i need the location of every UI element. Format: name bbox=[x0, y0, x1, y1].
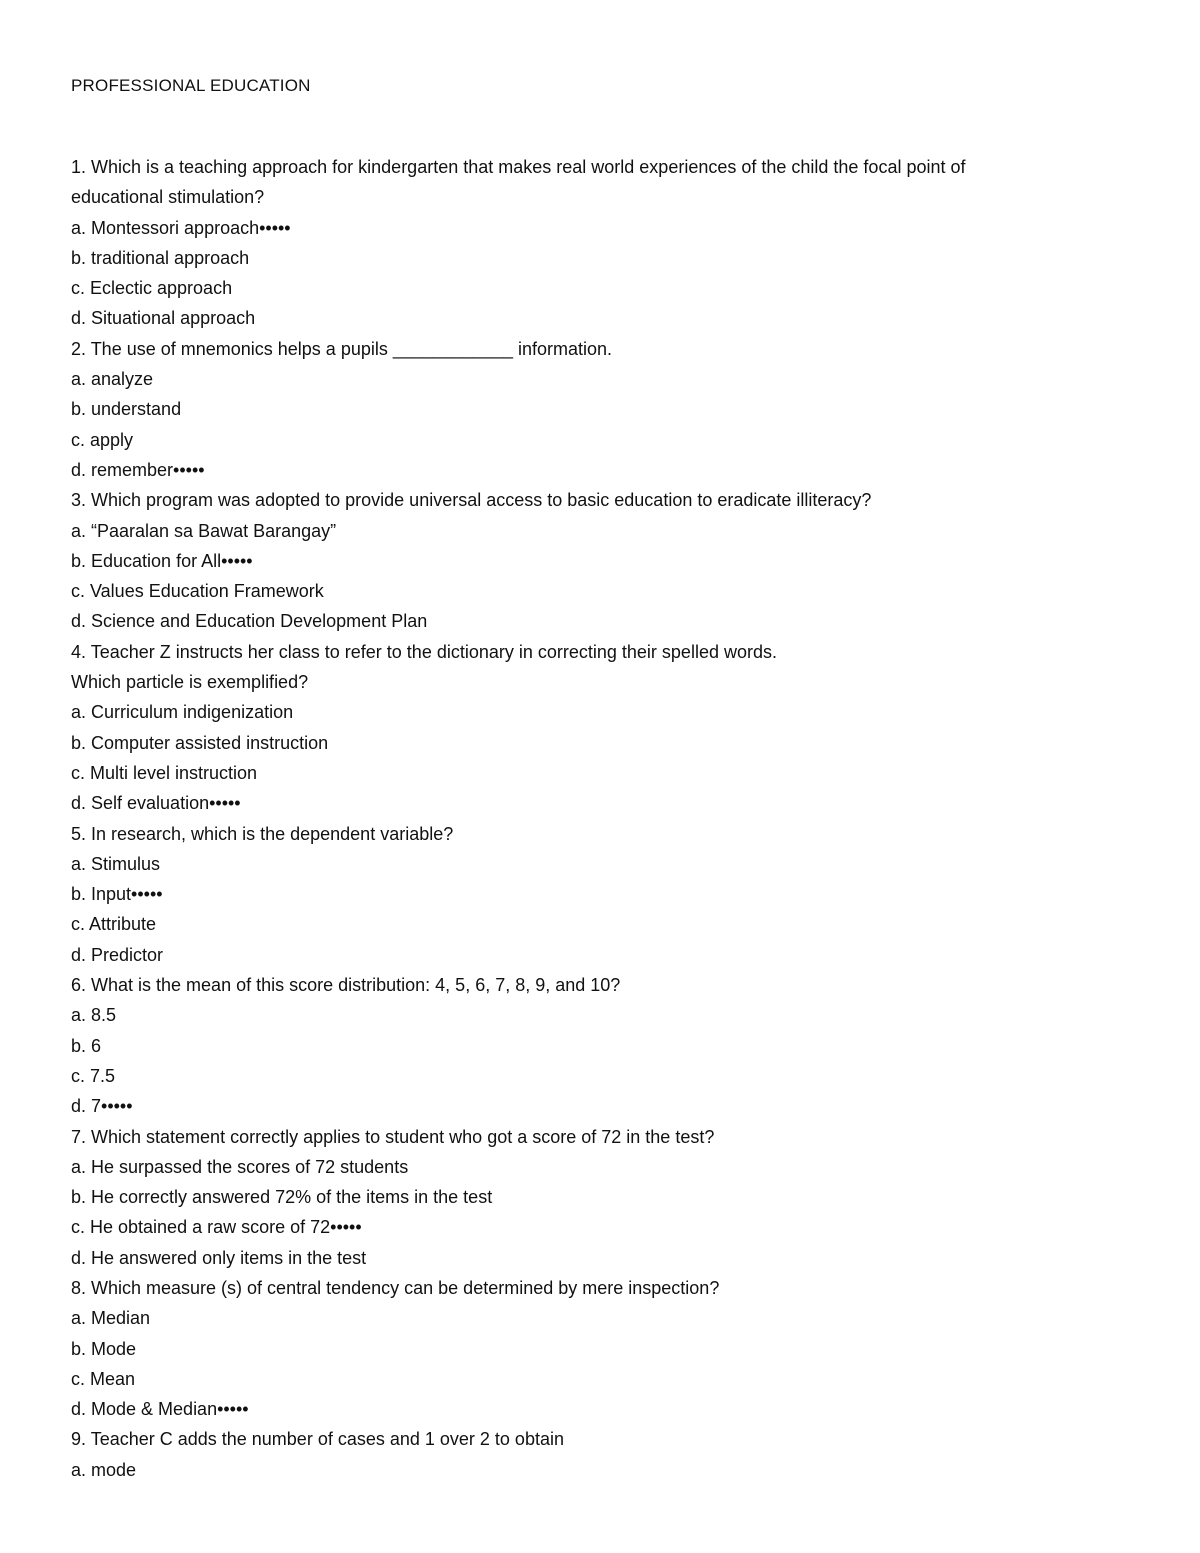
answer-option: b. Input••••• bbox=[71, 884, 163, 905]
question-list bbox=[71, 152, 1121, 1485]
answer-option: c. Eclectic approach bbox=[71, 278, 233, 299]
question-text: 7. Which statement correctly applies to student who got a score of 72 in the test? bbox=[71, 1126, 715, 1147]
answer-option: a. “Paaralan sa Bawat Barangay” bbox=[71, 520, 337, 541]
answer-option: c. Attribute bbox=[71, 914, 157, 935]
answer-option: d. Situational approach bbox=[71, 308, 256, 329]
question-text: 9. Teacher C adds the number of cases and 1 over 2 to obtain bbox=[71, 1429, 564, 1450]
answer-option: d. Predictor bbox=[71, 944, 164, 965]
question-text: 4. Teacher Z instructs her class to refer to the dictionary in correcting their spelled words. bbox=[71, 641, 777, 662]
answer-option: d. Self evaluation••••• bbox=[71, 793, 241, 814]
question-text-continued: Which particle is exemplified? bbox=[71, 672, 309, 693]
answer-option: b. 6 bbox=[71, 1035, 102, 1056]
answer-option: b. understand bbox=[71, 399, 182, 420]
answer-option: a. 8.5 bbox=[71, 1005, 117, 1026]
answer-option: a. Stimulus bbox=[71, 853, 161, 874]
question-text: 5. In research, which is the dependent variable? bbox=[71, 823, 454, 844]
question-text: 3. Which program was adopted to provide universal access to basic education to eradicate illiteracy? bbox=[71, 490, 872, 511]
answer-option: d. 7••••• bbox=[71, 1096, 133, 1117]
answer-option: d. Science and Education Development Plan bbox=[71, 611, 428, 632]
answer-option: b. Education for All••••• bbox=[71, 550, 253, 571]
answer-option: c. apply bbox=[71, 429, 134, 450]
question-text-continued: educational stimulation? bbox=[71, 187, 265, 208]
answer-option: b. Mode bbox=[71, 1338, 137, 1359]
answer-option: a. He surpassed the scores of 72 students bbox=[71, 1156, 409, 1177]
answer-option: c. Multi level instruction bbox=[71, 762, 258, 783]
answer-option: b. Computer assisted instruction bbox=[71, 732, 329, 753]
answer-option: c. Values Education Framework bbox=[71, 581, 324, 602]
answer-option: c. 7.5 bbox=[71, 1065, 116, 1086]
answer-option: c. Mean bbox=[71, 1368, 136, 1389]
answer-option: a. analyze bbox=[71, 369, 154, 390]
answer-option: b. He correctly answered 72% of the items in the test bbox=[71, 1187, 493, 1208]
document-title: PROFESSIONAL EDUCATION bbox=[71, 76, 311, 95]
answer-option: d. He answered only items in the test bbox=[71, 1247, 367, 1268]
answer-option: a. Curriculum indigenization bbox=[71, 702, 294, 723]
question-text: 6. What is the mean of this score distribution: 4, 5, 6, 7, 8, 9, and 10? bbox=[71, 975, 621, 996]
question-text: 1. Which is a teaching approach for kindergarten that makes real world experiences of the child the focal point of bbox=[71, 157, 966, 177]
answer-option: a. Median bbox=[71, 1308, 151, 1329]
answer-option: b. traditional approach bbox=[71, 247, 250, 268]
answer-option: d. remember••••• bbox=[71, 459, 205, 480]
answer-option: a. Montessori approach••••• bbox=[71, 217, 291, 238]
question-text: 2. The use of mnemonics helps a pupils ____________ information. bbox=[71, 338, 613, 359]
answer-option: d. Mode & Median••••• bbox=[71, 1399, 249, 1420]
question-text: 8. Which measure (s) of central tendency can be determined by mere inspection? bbox=[71, 1277, 720, 1298]
answer-option: c. He obtained a raw score of 72••••• bbox=[71, 1217, 362, 1238]
answer-option: a. mode bbox=[71, 1459, 137, 1480]
